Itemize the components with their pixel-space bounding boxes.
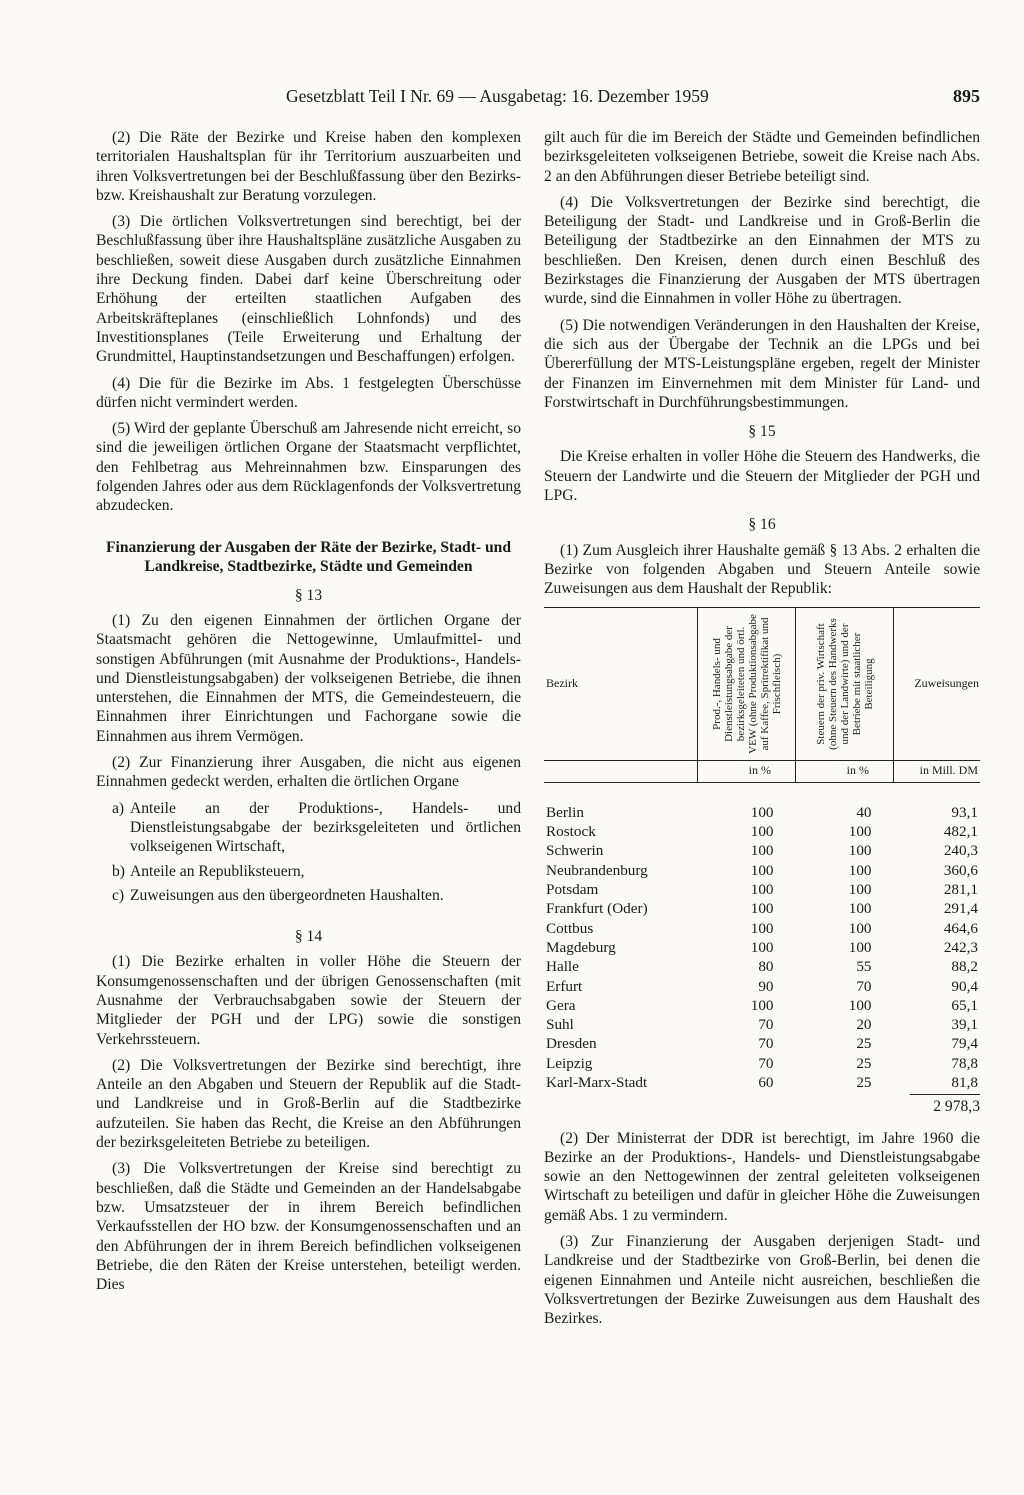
paragraph: (4) Die Volksvertretungen der Bezirke sind berechtigt, die Beteiligung der Stadt- und Landkreise und in Groß-Berlin die Beteiligung der Stadtbezirke an den Einnahmen der MTS zu beschließen. Den Kreisen, denen durch einen Beschluß des Bezirkstages die Finanzierung der Ausgaben der MTS übertragen wurde, sind die Einnahmen in voller Höhe zu übertragen. [544, 193, 980, 308]
paragraph: (2) Die Volksvertretungen der Bezirke sind berechtigt, ihre Anteile an den Abgaben und Steuern der Republik auf die Stadt- und Landkreise und in Groß-Berlin auf die Stadtbezirke aufzuteilen. Sie haben das Recht, die Kreise an den Abführungen der bezirksgeleiteten Betriebe zu beteiligen. [96, 1056, 521, 1152]
table-row [544, 1034, 980, 1053]
header-title: Gesetzblatt Teil I Nr. 69 — Ausgabetag: 16. Dezember 1959 [286, 86, 709, 106]
section-number: § 15 [748, 423, 776, 441]
unit-prod: in % [698, 760, 796, 782]
cell-bezirk: Schwerin [546, 842, 604, 860]
cell-prod: 80 [758, 958, 774, 976]
paragraph: (5) Die notwendigen Veränderungen in den Haushalten der Kreise, die sich aus der Übergabe der Technik an die LPGs und bei Übererfüllung der MTS-Leistungspläne ergeben, regelt der Minister der Finanzen im Einvernehmen mit dem Minister für Land- und Forstwirtschaft in Durchführungsbestimmungen. [544, 316, 980, 411]
paragraph: (3) Die Volksvertretungen der Kreise sind berechtigt zu beschließen, daß die Städte und Gemeinden an der Handelsabgabe bzw. Umsatzsteuer der in ihrem Bereich befindlichen Verkaufsstellen der HO bzw. der Konsumgenossenschaften und an den Abführungen der in ihrem Bereich befindlichen volkseigenen Betriebe, die den Räten der Kreise unterstehen, beteiligt werden. Dies [96, 1160, 521, 1294]
column-header-zuweisungen: Zuweisungen [894, 607, 981, 760]
cell-prod: 100 [750, 919, 774, 937]
cell-zuweisungen: 39,1 [951, 1016, 978, 1034]
table-row [544, 782, 980, 822]
list-item [96, 862, 521, 881]
table-row [544, 919, 980, 938]
paragraph: (5) Wird der geplante Überschuß am Jahresende nicht erreicht, so sind die jeweiligen örtlichen Organe der Staatsmacht verpflichtet, den Fehlbetrag aus Mehreinnahmen bzw. Einsparungen des folgenden Jahres oder aus dem Rücklagenfonds der Volksvertretung abzudecken. [96, 420, 521, 515]
page-header [94, 86, 982, 112]
cell-steuern: 100 [848, 823, 872, 841]
cell-zuweisungen: 281,1 [943, 881, 978, 899]
unit-zuweisungen: in Mill. DM [894, 760, 981, 782]
paragraph: (2) Zur Finanzierung ihrer Ausgaben, die nicht aus eigenen Einnahmen gedeckt werden, erhalten die örtlichen Organe [96, 754, 521, 791]
cell-steuern: 100 [848, 842, 872, 860]
cell-zuweisungen: 79,4 [951, 1035, 978, 1053]
left-column [96, 128, 521, 1301]
table-row [544, 1073, 980, 1092]
column-header-bezirk: Bezirk [544, 607, 698, 760]
table-row [544, 1015, 980, 1034]
cell-prod: 100 [750, 938, 774, 956]
cell-zuweisungen: 93,1 [951, 803, 978, 821]
cell-steuern: 20 [856, 1016, 872, 1034]
cell-steuern: 100 [848, 938, 872, 956]
table-row [544, 996, 980, 1015]
cell-bezirk: Berlin [546, 803, 584, 821]
cell-prod: 100 [750, 823, 774, 841]
cell-zuweisungen: 242,3 [943, 938, 978, 956]
cell-zuweisungen: 90,4 [951, 977, 978, 995]
table-row [544, 841, 980, 860]
column-header-prod [698, 607, 796, 760]
table-row [544, 957, 980, 976]
list-marker: c) [112, 886, 125, 904]
cell-bezirk: Magdeburg [546, 938, 616, 956]
paragraph: (2) Der Ministerrat der DDR ist berechtigt, im Jahre 1960 die Bezirke an der Produktions-, Handels- und Dienstleistungsabgabe sowie an den Nettogewinnen der zentral geleiteten volkseigenen Wirtschaft zu beteiligen und dafür in gleicher Höhe die Zuweisungen gemäß Abs. 1 zu vermindern. [544, 1129, 980, 1224]
cell-prod: 100 [750, 900, 774, 918]
cell-prod: 100 [750, 842, 774, 860]
cell-zuweisungen: 464,6 [943, 919, 978, 937]
list-text: Anteile an Republiksteuern, [130, 862, 305, 880]
cell-bezirk: Potsdam [546, 881, 599, 899]
cell-bezirk: Rostock [546, 823, 596, 841]
section-number: § 13 [294, 586, 323, 604]
cell-prod: 100 [750, 996, 774, 1014]
section-number: § 16 [748, 516, 776, 534]
cell-bezirk: Dresden [546, 1035, 597, 1053]
unit-steuern: in % [796, 760, 894, 782]
cell-prod: 70 [758, 1016, 774, 1034]
list-marker: a) [112, 799, 125, 817]
cell-zuweisungen: 65,1 [951, 996, 978, 1014]
paragraph: (4) Die für die Bezirke im Abs. 1 festgelegten Überschüsse dürfen nicht vermindert werden. [96, 374, 521, 411]
cell-zuweisungen: 88,2 [951, 958, 978, 976]
section-heading: Finanzierung der Ausgaben der Räte der Bezirke, Stadt- und Landkreise, Stadtbezirke, Städte und Gemeinden [105, 538, 512, 575]
table-row [544, 899, 980, 918]
cell-bezirk: Halle [546, 958, 579, 976]
table-row [544, 861, 980, 880]
table-row [544, 822, 980, 841]
cell-steuern: 25 [856, 1054, 872, 1072]
cell-bezirk: Erfurt [546, 977, 583, 995]
paragraph: gilt auch für die im Bereich der Städte und Gemeinden befindlichen bezirksgeleiteten volkseigenen Betriebe, soweit die Kreise nach Abs. 2 an den Abführungen dieser Betriebe beteiligt sind. [544, 129, 980, 185]
paragraph: (1) Die Bezirke erhalten in voller Höhe die Steuern der Konsumgenossenschaften und der übrigen Genossenschaften (mit Ausnahme der Verbrauchsabgaben sowie der Steuern der Mitglieder der PGH und der LPG) sowie die sonstigen Verkehrssteuern. [96, 953, 521, 1048]
cell-steuern: 100 [848, 881, 872, 899]
list-item [96, 886, 521, 905]
cell-steuern: 40 [856, 803, 872, 821]
cell-prod: 100 [750, 881, 774, 899]
allocation-table [544, 607, 980, 1093]
paragraph: (2) Die Räte der Bezirke und Kreise haben den komplexen territorialen Haushaltsplan für ihr Territorium auszuarbeiten und ihren Volksvertretungen bei der Beschlußfassung über den Bezirks- bzw. Kreishaushalt zur Beratung vorzulegen. [96, 129, 521, 204]
cell-zuweisungen: 240,3 [943, 842, 978, 860]
paragraph: Die Kreise erhalten in voller Höhe die Steuern des Handwerks, die Steuern der Landwirte und die Steuern der Mitglieder der PGH und LPG. [544, 448, 980, 505]
cell-prod: 70 [758, 1054, 774, 1072]
column-header-steuern-text: Steuern der priv. Wirtschaft (ohne Steuern des Handwerks und der Landwirte) und der Betriebe mit staatlicher Beteiligung [814, 617, 875, 750]
paragraph: (3) Die örtlichen Volksvertretungen sind berechtigt, bei der Beschlußfassung über ihre Haushaltspläne zusätzliche Ausgaben zu beschließen, soweit diese Ausgaben durch zusätzliche Einnahmen ihre Deckung finden. Dabei darf keine Überschreitung oder Erhöhung der erteilten staatlichen Aufgaben des Arbeitskräfteplanes (einschließlich Lohnfonds) und des Investitionsplanes (Teile Erweiterung und Erhaltung der Grundmittel, Hauptinstandsetzungen und Beschaffungen) erfolgen. [96, 213, 521, 366]
cell-zuweisungen: 78,8 [951, 1054, 978, 1072]
cell-steuern: 25 [856, 1073, 872, 1091]
list-text: Zuweisungen aus den übergeordneten Haushalten. [130, 886, 444, 904]
unit-empty [544, 760, 698, 782]
paragraph: (1) Zum Ausgleich ihrer Haushalte gemäß § 13 Abs. 2 erhalten die Bezirke von folgenden Abgaben und Steuern Anteile sowie Zuweisungen aus dem Haushalt der Republik: [544, 541, 980, 598]
cell-steuern: 55 [856, 958, 872, 976]
cell-zuweisungen: 360,6 [943, 861, 978, 879]
table-row [544, 1054, 980, 1073]
cell-steuern: 25 [856, 1035, 872, 1053]
cell-steuern: 70 [856, 977, 872, 995]
cell-steuern: 100 [848, 919, 872, 937]
cell-zuweisungen: 482,1 [943, 823, 978, 841]
cell-bezirk: Neubrandenburg [546, 861, 648, 879]
cell-steuern: 100 [848, 900, 872, 918]
cell-bezirk: Leipzig [546, 1054, 593, 1072]
paragraph: (3) Zur Finanzierung der Ausgaben derjenigen Stadt- und Landkreise und der Stadtbezirke von Groß-Berlin, bei denen die eigenen Einnahmen und Anteile nicht ausreichen, beschließen die Volksvertretungen der Bezirke Zuweisungen aus dem Haushalt des Bezirkes. [544, 1233, 980, 1328]
cell-bezirk: Cottbus [546, 919, 594, 937]
section-number: § 14 [294, 928, 323, 946]
table-total: 2 978,3 [910, 1094, 980, 1116]
cell-prod: 100 [750, 803, 774, 821]
cell-bezirk: Suhl [546, 1016, 574, 1034]
cell-prod: 90 [758, 977, 774, 995]
page-number: 895 [953, 86, 980, 106]
list-item [96, 799, 521, 857]
right-column [544, 128, 980, 1336]
cell-zuweisungen: 291,4 [943, 900, 978, 918]
list-text: Anteile an der Produktions-, Handels- und Dienstleistungsabgabe der bezirksgeleiteten und örtlichen volkseigenen Wirtschaft, [130, 799, 521, 856]
cell-bezirk: Frankfurt (Oder) [546, 900, 648, 918]
cell-bezirk: Karl-Marx-Stadt [546, 1073, 648, 1091]
column-header-steuern [796, 607, 894, 760]
column-header-prod-text: Prod.-, Handels- und Dienstleistungsabgabe der bezirksgeleiteten und örtl. VEW (ohne Produktionsabgabe auf Kaffee, Spritrektifikat und Frischfleisch) [710, 613, 783, 754]
cell-prod: 70 [758, 1035, 774, 1053]
cell-zuweisungen: 81,8 [951, 1073, 978, 1091]
list-marker: b) [112, 862, 125, 880]
cell-prod: 60 [758, 1073, 774, 1091]
table-row [544, 938, 980, 957]
cell-steuern: 100 [848, 861, 872, 879]
cell-steuern: 100 [848, 996, 872, 1014]
cell-bezirk: Gera [546, 996, 576, 1014]
paragraph: (1) Zu den eigenen Einnahmen der örtlichen Organe der Staatsmacht gehören die Nettogewinne, Umlaufmittel- und sonstigen Abführungen (mit Ausnahme der Produktions-, Handels- und Dienstleistungsabgaben) der volkseigenen Betriebe, die ihnen unterstehen, die Einnahmen der MTS, die Gemeindesteuern, die Einnahmen ihrer Einrichtungen und Fachorgane sowie die Einnahmen aus ihrem Vermögen. [96, 611, 521, 745]
table-row [544, 977, 980, 996]
cell-prod: 100 [750, 861, 774, 879]
table-row [544, 880, 980, 899]
